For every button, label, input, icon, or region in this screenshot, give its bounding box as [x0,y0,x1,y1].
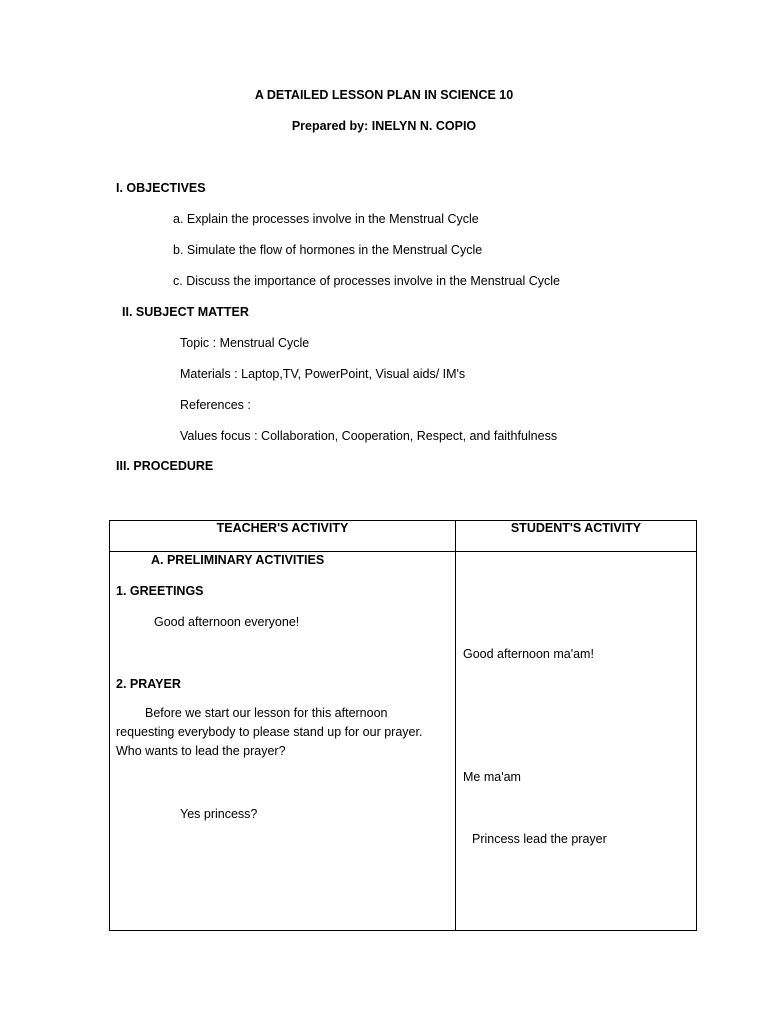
yes-princess-text: Yes princess? [180,807,258,821]
references-line: References : [180,398,251,412]
objective-c: c. Discuss the importance of processes involve in the Menstrual Cycle [173,274,560,288]
prayer-text: Before we start our lesson for this afternoon requesting everybody to please stand up for our prayer. Who wants to lead the prayer? [116,706,423,758]
objectives-heading: I. OBJECTIVES [116,181,206,195]
prayer-heading: 2. PRAYER [116,677,181,691]
materials-line: Materials : Laptop,TV, PowerPoint, Visual aids/ IM's [180,367,466,381]
values-line: Values focus : Collaboration, Cooperation, Respect, and faithfulness [180,429,558,443]
student-volunteer: Me ma'am [463,770,521,784]
objective-a: a. Explain the processes involve in the Menstrual Cycle [173,212,479,226]
prepared-by: Prepared by: INELYN N. COPIO [291,119,477,133]
greetings-heading: 1. GREETINGS [116,584,204,598]
subject-matter-heading: II. SUBJECT MATTER [122,305,249,319]
table-header-row [110,521,697,552]
student-activity-cell [456,552,697,931]
procedure-heading: III. PROCEDURE [116,459,214,473]
table-row [110,552,697,931]
student-greeting-reply: Good afternoon ma'am! [463,647,594,661]
student-activity-header: STUDENT'S ACTIVITY [456,521,697,552]
document-title: A DETAILED LESSON PLAN IN SCIENCE 10 [254,88,514,102]
greetings-text: Good afternoon everyone! [154,615,300,629]
teacher-activity-cell [110,552,456,931]
objective-b: b. Simulate the flow of hormones in the Menstrual Cycle [173,243,483,257]
preliminary-heading: A. PRELIMINARY ACTIVITIES [151,553,325,567]
teacher-activity-header: TEACHER'S ACTIVITY [110,521,456,552]
procedure-table [109,520,697,931]
topic-line: Topic : Menstrual Cycle [180,336,310,350]
student-lead-prayer: Princess lead the prayer [472,832,607,846]
